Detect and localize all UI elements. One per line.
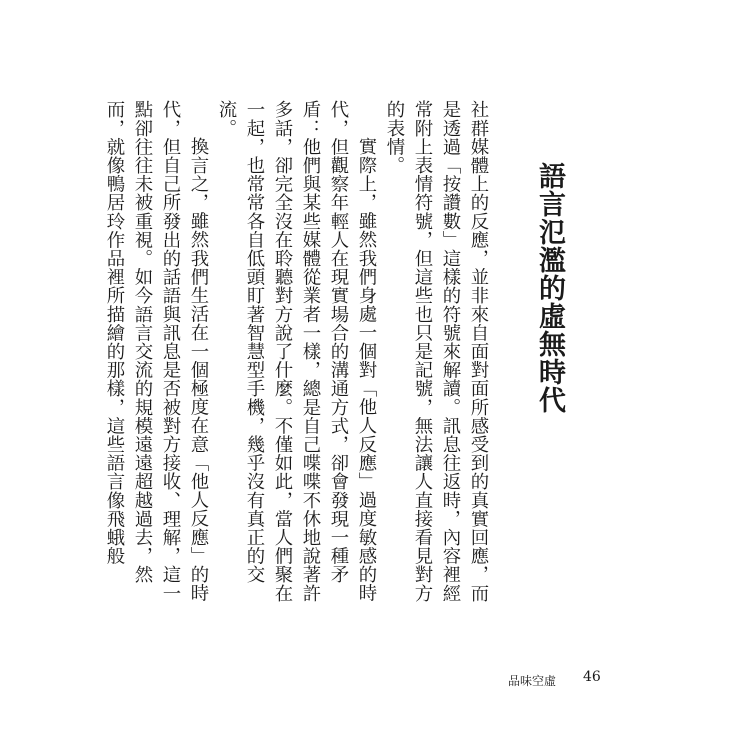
page-number: 46 [583,669,601,685]
body-text [104,100,492,615]
paragraph-1: 社群媒體上的反應，並非來自面對面所感受到的真實回應，而是透過「按讚數」這樣的符號來解讀。訊息往返時，內容裡經常附上表情符號，但這些也只是記號，無法讓人直接看見對方的表情。 [384,100,489,603]
paragraph-3: 換言之，雖然我們生活在一個極度在意「他人反應」的時代，但自己所發出的話語與訊息是否被對方接收、理解，這一點卻往往未被重視。如今語言交流的規模遠遠超越過去，然而，就像鴨居玲作品裡所描繪的那樣，這些語言像飛蛾般 [104,100,209,603]
chapter-title: 語言氾濫的虛無時代 [534,162,565,414]
paragraph-2: 實際上，雖然我們身處一個對「他人反應」過度敏感的時代，但觀察年輕人在現實場合的溝通方式，卻會發現一種矛盾：他們與某些媒體從業者一樣，總是自己喋喋不休地說著許多話，卻完全沒在聆聽對方說了什麼。不僅如此，當人們聚在一起，也常常各自低頭盯著智慧型手機，幾乎沒有真正的交流。 [216,100,377,603]
running-footer-title: 品味空虛 [508,674,557,688]
